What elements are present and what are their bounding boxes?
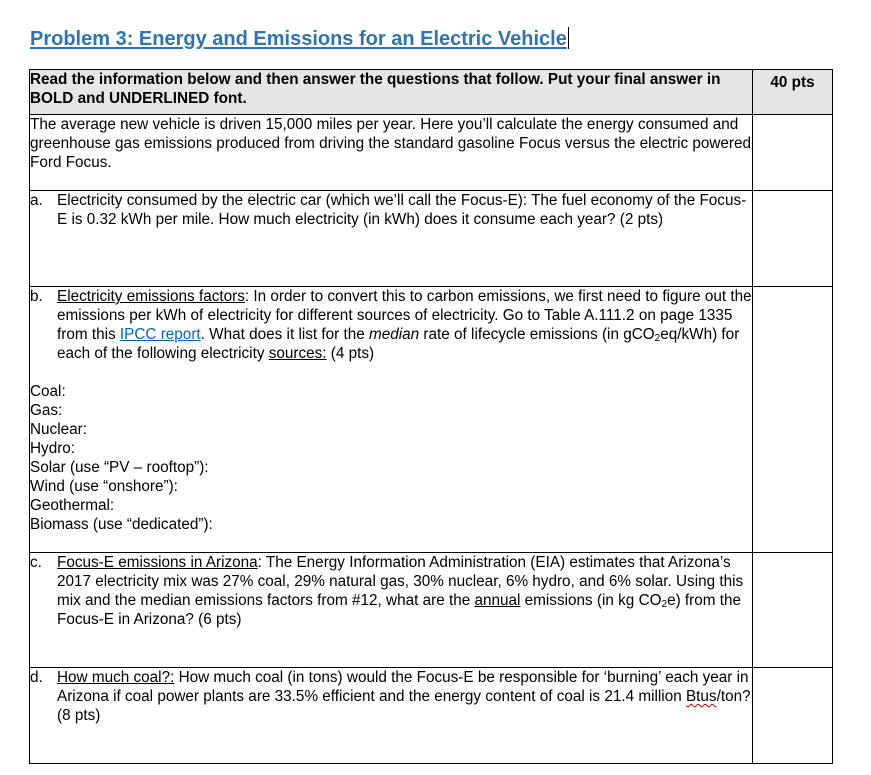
source-gas: Gas: — [30, 402, 63, 419]
part-d — [30, 668, 753, 764]
intro-row — [30, 115, 833, 191]
part-c — [30, 553, 753, 668]
source-hydro: Hydro: — [30, 440, 76, 457]
source-solar: Solar (use “PV – rooftop”): — [30, 459, 209, 476]
answer-cell-d[interactable] — [753, 668, 833, 764]
part-b-heading: Electricity emissions factors — [57, 288, 245, 305]
answer-cell-c[interactable] — [753, 553, 833, 668]
answer-cell-intro[interactable] — [753, 115, 833, 191]
part-d-row — [30, 668, 833, 764]
part-a-letter: a. — [30, 192, 43, 209]
part-c-row — [30, 553, 833, 668]
problem-table — [29, 69, 833, 764]
part-b-row — [30, 287, 833, 553]
source-biomass: Biomass (use “dedicated”): — [30, 516, 213, 533]
part-c-heading: Focus-E emissions in Arizona — [57, 554, 258, 571]
source-coal: Coal: — [30, 383, 66, 400]
part-a-text: Electricity consumed by the electric car (which we’ll call the Focus-E): The fuel economy of the Focus-E is 0.32 kWh per mile. How much electricity (in kWh) does it consume each year? (2 pts) — [57, 192, 747, 228]
part-d-letter: d. — [30, 669, 43, 686]
intro-text: The average new vehicle is driven 15,000 miles per year. Here you’ll calculate the energy consumed and greenhouse gas emissions produced from driving the standard gasoline Focus versus the electric powered Ford Focus. — [30, 115, 753, 191]
points-cell: 40 pts — [753, 70, 833, 115]
part-b-letter: b. — [30, 288, 43, 305]
part-a-row — [30, 191, 833, 287]
part-c-text: Focus-E emissions in Arizona: The Energy Information Administration (EIA) estimates that Arizona’s 2017 electricity mix was 27% coal, 29% natural gas, 30% nuclear, 6% hydro, and 6% solar. Using this mix and the median emissions factors from #12, what are the annual emissions (in kg $CO_2e$) from the Focus-E in Arizona? (6 pts) — [57, 554, 744, 628]
annual-underlined: annual — [474, 592, 521, 609]
sources-list — [30, 382, 752, 534]
spelling-flag-sources: sources: — [268, 345, 327, 362]
spelling-flag-btus: Btus — [685, 688, 717, 705]
median-emphasis: median — [369, 326, 420, 343]
part-d-heading: How much coal?: — [57, 669, 175, 686]
part-b-text: Electricity emissions factors: In order to convert this to carbon emissions, we first need to figure out the emissions per kWh of electricity for different sources of electricity. Go to Table A.111.2 on page 1335 from this IPCC report. What does it list for the median rate of lifecycle emissions (in gCO$_2$eq/kWh) for each of the following electricity sources: (4 pts) — [57, 288, 752, 362]
source-geothermal: Geothermal: — [30, 497, 115, 514]
instructions-cell: Read the information below and then answer the questions that follow. Put your final answer in BOLD and UNDERLINED font. — [30, 70, 753, 115]
answer-cell-a[interactable] — [753, 191, 833, 287]
header-row — [30, 70, 833, 115]
part-d-text: How much coal?: How much coal (in tons) would the Focus-E be responsible for ‘burning’ each year in Arizona if coal power plants are 33.5% efficient and the energy content of coal is 21.4 million Btus/ton? (8 pts) — [57, 669, 751, 724]
ipcc-report-link[interactable]: IPCC report — [119, 326, 201, 343]
source-wind: Wind (use “onshore”): — [30, 478, 178, 495]
text-cursor — [568, 27, 569, 49]
subscript-2: 2 — [654, 333, 661, 344]
part-a — [30, 191, 753, 287]
problem-title: Problem 3: Energy and Emissions for an Electric Vehicle — [30, 28, 567, 50]
answer-cell-b[interactable] — [753, 287, 833, 553]
subscript-2: 2 — [661, 599, 668, 610]
source-nuclear: Nuclear: — [30, 421, 87, 438]
part-b — [30, 287, 753, 553]
part-c-letter: c. — [30, 554, 42, 571]
